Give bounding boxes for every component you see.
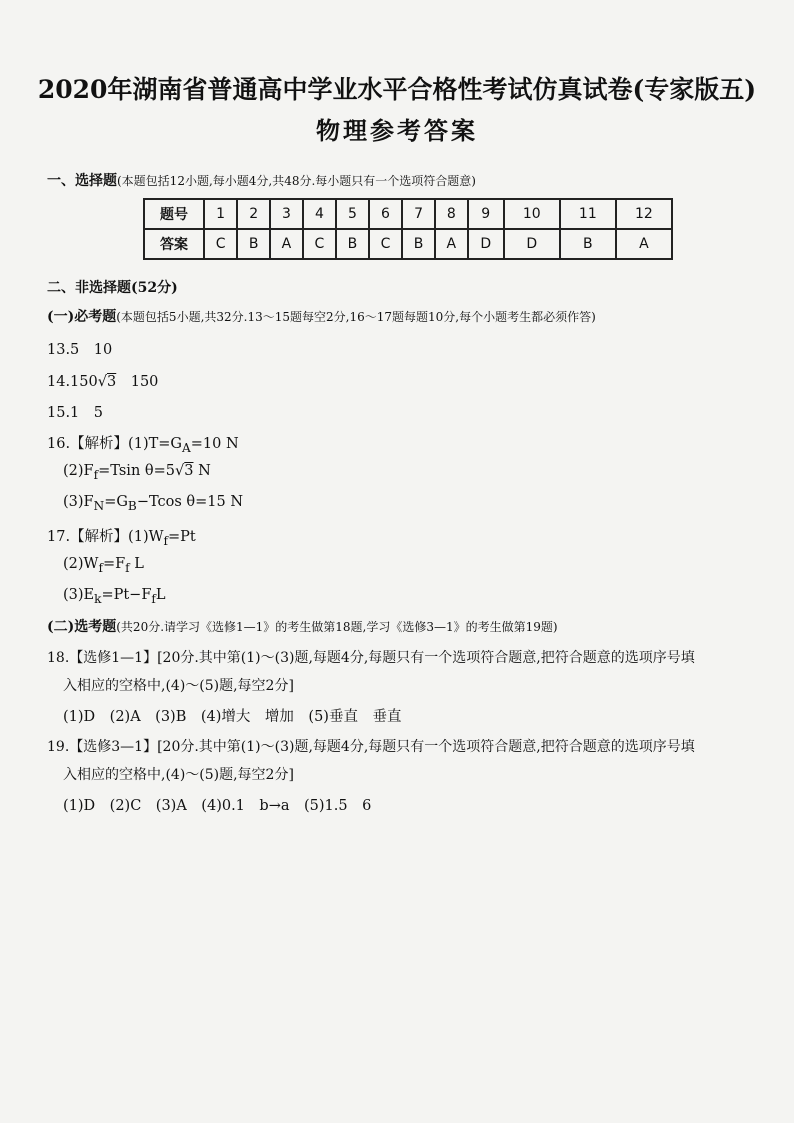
answer-cell: C [369,229,402,259]
q17-2-text: (2)W [63,556,99,572]
answer-cell: D [468,229,504,259]
answer-q16-3 [63,494,243,513]
q17-3-end: L [155,587,166,603]
row-label-answer: 答案 [144,229,204,259]
q17-3-sub2: f [151,591,156,606]
answer-q15: 15.1 5 [47,405,104,421]
q16-2-mid: =Tsin θ=5 [98,463,175,479]
answer-q16-1 [47,432,239,455]
answer-q17-3 [63,587,166,606]
q14-second-value: 150 [116,374,159,390]
q16-3-end: −Tcos θ=15 N [136,494,244,510]
q16-2-radicand: 3 [184,463,194,479]
q16-3-mid: =G [104,494,128,510]
question-number: 7 [402,199,435,229]
q17-2-mid: =F [102,556,126,572]
section-two-heading: 二、非选择题(52分) [47,280,178,296]
required-heading: (一)必考题 [47,309,117,325]
answer-cell: A [616,229,672,259]
q19-answers: (1)D (2)C (3)A (4)0.1 b→a (5)1.5 6 [63,798,372,814]
answer-cell: A [270,229,303,259]
question-number: 6 [369,199,402,229]
q16-1-end: =10 N [190,436,239,452]
q17-2-sub1: f [98,560,103,575]
answer-cell: B [560,229,616,259]
q18-answers: (1)D (2)A (3)B (4)增大 增加 (5)垂直 垂直 [63,709,402,725]
question-number: 12 [616,199,672,229]
q19-instructions-line2: 入相应的空格中,(4)～(5)题,每空2分] [63,767,294,783]
answer-cell: B [237,229,270,259]
q16-3-sub1: N [93,498,105,513]
sqrt-symbol: √ [175,463,185,479]
answer-cell: C [204,229,237,259]
question-number: 10 [504,199,560,229]
page-subtitle: 物理参考答案 [316,116,478,145]
q16-2-unit: N [193,463,211,479]
question-number: 5 [336,199,369,229]
elective-note: (共20分.请学习《选修1—1》的考生做第18题,学习《选修3—1》的考生做第19题) [116,620,558,634]
answer-q14 [47,370,158,391]
q18-instructions-line2: 入相应的空格中,(4)～(5)题,每空2分] [63,678,294,694]
q17-1-sub: f [163,533,168,548]
answer-q13: 13.5 10 [47,342,113,358]
section-one-header [47,170,476,190]
required-note: (本题包括5小题,共32分.13～15题每空2分,16～17题每题10分,每个小题考生都必须作答) [116,310,596,324]
q17-2-end: L [129,556,144,572]
elective-heading: (二)选考题 [47,619,117,635]
sqrt-symbol: √ [97,374,107,390]
q14-value: 14.150 [47,374,98,390]
elective-section-header [47,616,558,636]
question-number: 3 [270,199,303,229]
q17-1-text: 17.【解析】(1)W [47,529,164,545]
q16-1-sub: A [182,440,191,455]
q16-3-text: (3)F [63,494,94,510]
answer-table-number-row [144,199,672,229]
question-number: 1 [204,199,237,229]
q16-1-text: 16.【解析】(1)T=G [47,436,183,452]
answer-q17-1 [47,525,196,548]
question-number: 9 [468,199,504,229]
q17-1-end: =Pt [168,529,196,545]
answer-q17-2 [63,556,144,575]
q16-2-sub: f [93,467,99,482]
q17-2-sub2: f [125,560,130,575]
answer-cell: D [504,229,560,259]
q17-3-text: (3)E [63,587,95,603]
row-label-number: 题号 [144,199,204,229]
q16-3-sub2: B [127,498,137,513]
answer-cell: C [303,229,336,259]
page-title: 2020年湖南省普通高中学业水平合格性考试仿真试卷(专家版五) [37,75,757,104]
answer-table-answer-row [144,229,672,259]
answer-cell: A [435,229,468,259]
section-one-note: (本题包括12小题,每小题4分,共48分.每小题只有一个选项符合题意) [117,174,476,188]
answer-cell: B [336,229,369,259]
question-number: 4 [303,199,336,229]
answer-table [143,198,673,260]
q18-instructions-line1: 18.【选修1—1】[20分.其中第(1)～(3)题,每题4分,每题只有一个选项符合题意,把符合题意的选项序号填 [47,650,695,666]
question-number: 2 [237,199,270,229]
q17-3-mid: =Pt−F [101,587,152,603]
q14-radicand: 3 [107,374,117,390]
q19-instructions-line1: 19.【选修3—1】[20分.其中第(1)～(3)题,每题4分,每题只有一个选项符合题意,把符合题意的选项序号填 [47,739,695,755]
question-number: 8 [435,199,468,229]
q17-3-sub1: k [94,591,102,606]
q16-2-text: (2)F [63,463,94,479]
section-one-heading: 一、选择题 [47,173,117,189]
answer-q16-2 [63,463,211,482]
question-number: 11 [560,199,616,229]
required-section-header [47,306,596,326]
answer-cell: B [402,229,435,259]
